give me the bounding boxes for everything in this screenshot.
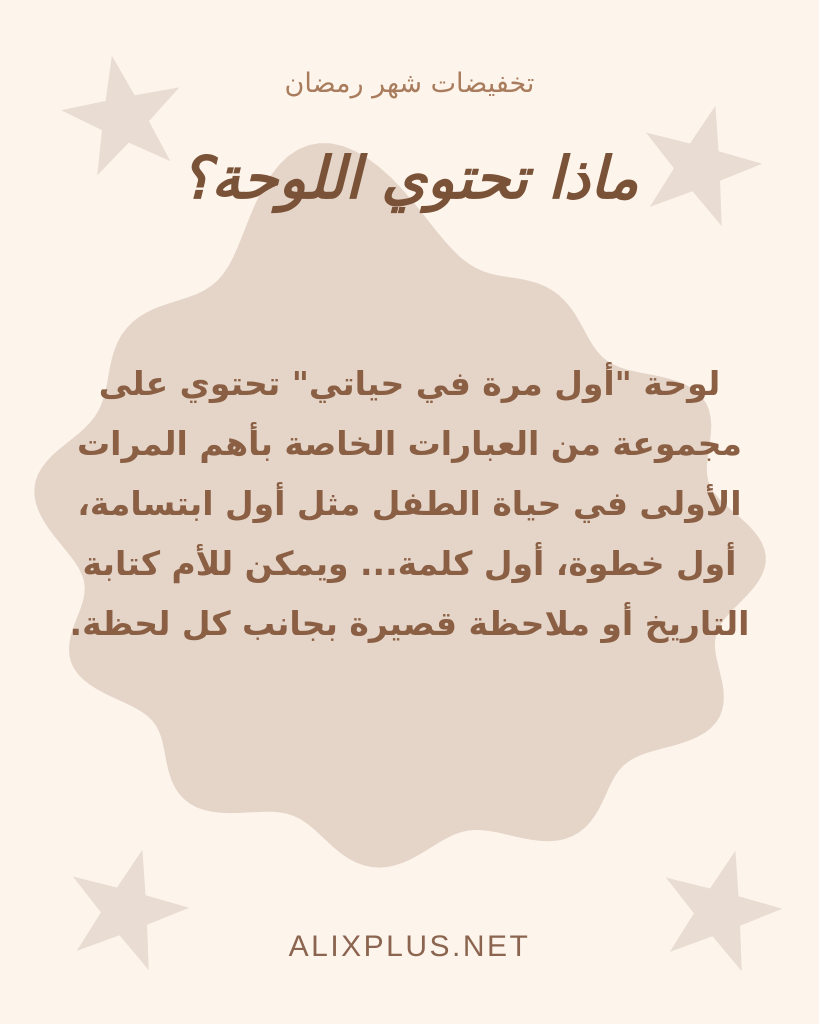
website-url: ALIXPLUS.NET xyxy=(288,930,531,963)
page-title: ماذا تحتوي اللوحة؟ xyxy=(180,144,639,212)
body-line: أول خطوة، أول كلمة... ويمكن للأم كتابة xyxy=(82,544,737,583)
body-line: لوحة "أول مرة في حياتي" تحتوي على xyxy=(98,364,721,403)
body-line: التاريخ أو ملاحظة قصيرة بجانب كل لحظة. xyxy=(69,604,750,643)
body-line: الأولى في حياة الطفل مثل أول ابتسامة، xyxy=(77,484,742,523)
body-paragraph xyxy=(0,354,819,654)
body-line: مجموعة من العبارات الخاصة بأهم المرات xyxy=(77,424,742,463)
eyebrow-text: تخفيضات شهر رمضان xyxy=(284,68,535,99)
